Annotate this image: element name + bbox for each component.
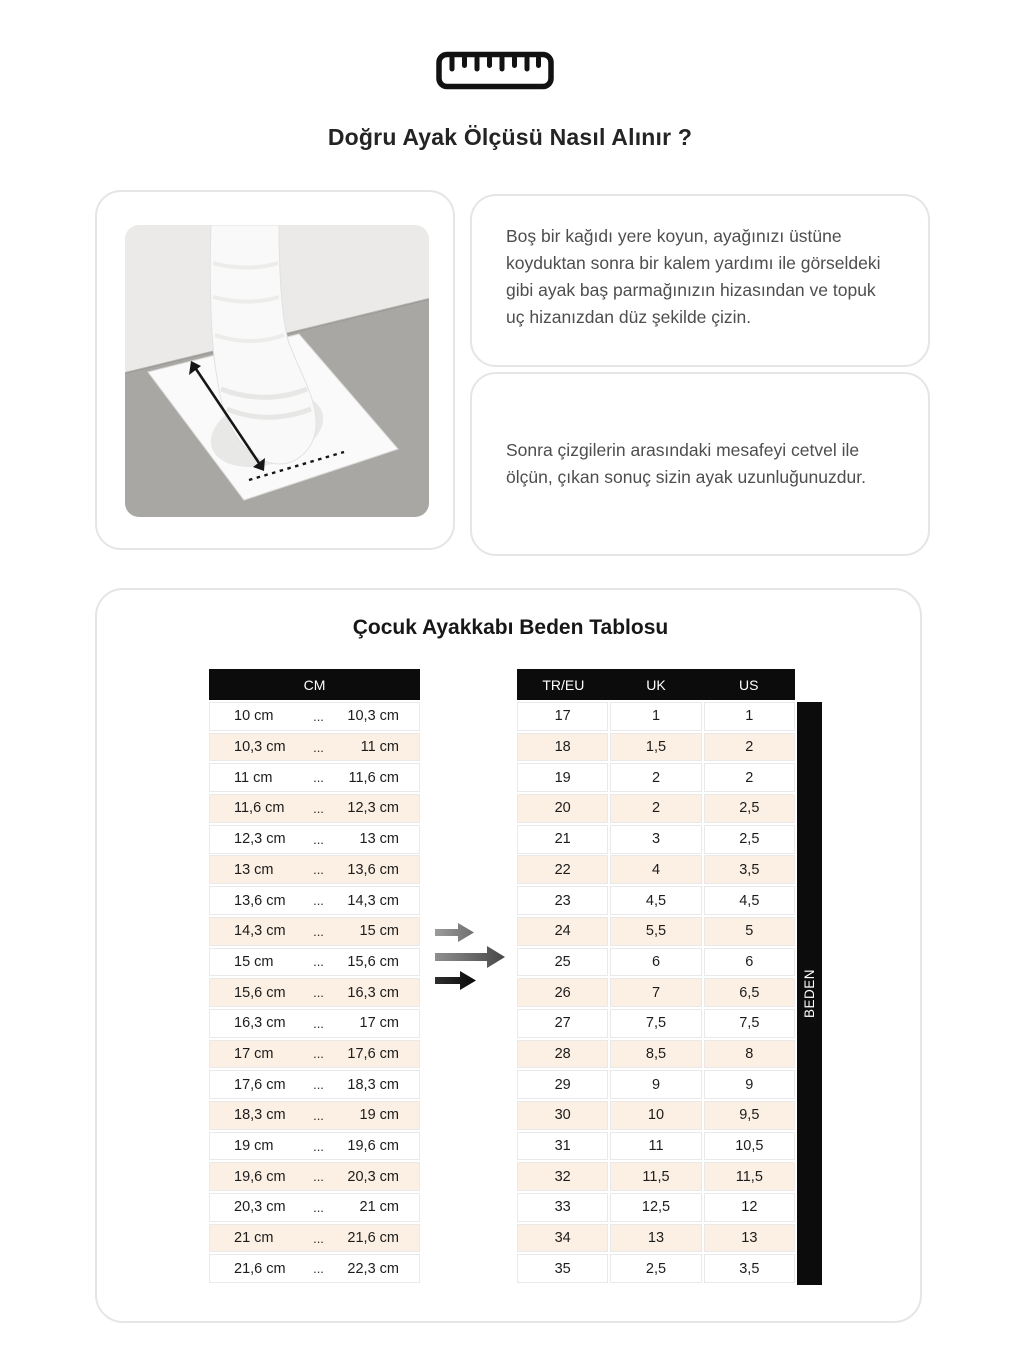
cm-from-value: 13 cm xyxy=(234,861,274,878)
size-treu-value: 27 xyxy=(517,1009,608,1038)
cm-table-row xyxy=(209,825,420,854)
cm-range-separator: ... xyxy=(313,831,324,847)
cm-range-separator: ... xyxy=(313,1199,324,1215)
size-us-value: 6,5 xyxy=(704,978,795,1007)
size-treu-value: 30 xyxy=(517,1101,608,1130)
cm-table-row xyxy=(209,733,420,762)
cm-range-separator: ... xyxy=(313,893,324,909)
size-us-value: 3,5 xyxy=(704,855,795,884)
cm-range-separator: ... xyxy=(313,862,324,878)
size-us-value: 10,5 xyxy=(704,1132,795,1161)
size-us-value: 12 xyxy=(704,1193,795,1222)
size-uk-value: 4 xyxy=(610,855,701,884)
cm-to-value: 19 cm xyxy=(359,1107,399,1124)
size-treu-value: 23 xyxy=(517,886,608,915)
cm-table-row xyxy=(209,1193,420,1222)
cm-range-separator: ... xyxy=(313,954,324,970)
cm-range-separator: ... xyxy=(313,1138,324,1154)
page-title: Doğru Ayak Ölçüsü Nasıl Alınır ? xyxy=(327,124,693,150)
international-size-table xyxy=(517,669,795,1285)
size-chart-title: Çocuk Ayakkabı Beden Tablosu xyxy=(352,616,669,639)
instruction-card-1 xyxy=(470,194,930,367)
cm-range-separator: ... xyxy=(313,1169,324,1185)
ruler-icon xyxy=(435,50,555,92)
cm-from-value: 21,6 cm xyxy=(234,1260,286,1277)
size-table-row xyxy=(517,855,795,884)
cm-range-separator: ... xyxy=(313,770,324,786)
size-table-header-uk: UK xyxy=(646,676,666,693)
cm-table-row xyxy=(209,1132,420,1161)
size-uk-value: 8,5 xyxy=(610,1040,701,1069)
cm-to-value: 17 cm xyxy=(359,1015,399,1032)
size-us-value: 13 xyxy=(704,1224,795,1253)
size-us-value: 2,5 xyxy=(704,825,795,854)
cm-table-row xyxy=(209,978,420,1007)
cm-table-row xyxy=(209,763,420,792)
cm-from-value: 11,6 cm xyxy=(234,800,285,817)
cm-table-header: CM xyxy=(209,669,420,700)
size-table-header xyxy=(517,669,795,700)
size-us-value: 11,5 xyxy=(704,1162,795,1191)
cm-table-row xyxy=(209,794,420,823)
cm-from-value: 10,3 cm xyxy=(234,739,286,756)
cm-range-separator: ... xyxy=(313,739,324,755)
size-treu-value: 18 xyxy=(517,733,608,762)
instruction-step-1: Boş bir kağıdı yere koyun, ayağınızı üstüne koyduktan sonra bir kalem yardımı ile görseldeki gibi ayak baş parmağınızın hizasından ve topuk uç hizanızdan düz şekilde çizin. xyxy=(506,226,881,327)
cm-range-separator: ... xyxy=(313,1230,324,1246)
cm-range-separator: ... xyxy=(313,985,324,1001)
size-us-value: 9 xyxy=(704,1070,795,1099)
size-treu-value: 31 xyxy=(517,1132,608,1161)
size-treu-value: 33 xyxy=(517,1193,608,1222)
size-us-value: 7,5 xyxy=(704,1009,795,1038)
cm-table-row xyxy=(209,855,420,884)
conversion-arrows-icon xyxy=(435,920,510,992)
size-table-row xyxy=(517,1101,795,1130)
foot-measure-photo xyxy=(125,225,429,517)
cm-to-value: 15,6 cm xyxy=(347,953,399,970)
cm-from-value: 15 cm xyxy=(234,953,274,970)
cm-from-value: 16,3 cm xyxy=(234,1015,286,1032)
instruction-step-2: Sonra çizgilerin arasındaki mesafeyi cetvel ile ölçün, çıkan sonuç sizin ayak uzunluğunuzdur. xyxy=(506,440,866,487)
cm-to-value: 15 cm xyxy=(359,923,399,940)
beden-vertical-band xyxy=(797,702,822,1285)
size-uk-value: 1,5 xyxy=(610,733,701,762)
beden-label: BEDEN xyxy=(802,968,817,1018)
size-table-row xyxy=(517,1070,795,1099)
cm-table-row xyxy=(209,702,420,731)
size-table-row xyxy=(517,1224,795,1253)
size-uk-value: 11 xyxy=(610,1132,701,1161)
size-us-value: 6 xyxy=(704,948,795,977)
size-us-value: 1 xyxy=(704,702,795,731)
size-us-value: 5 xyxy=(704,917,795,946)
cm-range-separator: ... xyxy=(313,1015,324,1031)
size-table-row xyxy=(517,1162,795,1191)
size-table-row xyxy=(517,702,795,731)
cm-to-value: 19,6 cm xyxy=(347,1138,399,1155)
cm-to-value: 18,3 cm xyxy=(347,1076,399,1093)
cm-range-separator: ... xyxy=(313,708,324,724)
size-treu-value: 29 xyxy=(517,1070,608,1099)
measuring-photo-card xyxy=(95,190,455,550)
size-uk-value: 4,5 xyxy=(610,886,701,915)
cm-table-row xyxy=(209,917,420,946)
cm-table-row xyxy=(209,1040,420,1069)
size-table-row xyxy=(517,886,795,915)
cm-range-separator: ... xyxy=(313,1077,324,1093)
size-treu-value: 19 xyxy=(517,763,608,792)
cm-from-value: 17 cm xyxy=(234,1045,274,1062)
cm-to-value: 13,6 cm xyxy=(347,861,399,878)
size-us-value: 8 xyxy=(704,1040,795,1069)
cm-table-row xyxy=(209,1070,420,1099)
size-uk-value: 12,5 xyxy=(610,1193,701,1222)
size-table-row xyxy=(517,1193,795,1222)
cm-from-value: 14,3 cm xyxy=(234,923,286,940)
cm-to-value: 11 cm xyxy=(360,739,399,756)
cm-range-separator: ... xyxy=(313,800,324,816)
size-chart-card xyxy=(95,588,922,1323)
size-us-value: 2 xyxy=(704,763,795,792)
size-treu-value: 21 xyxy=(517,825,608,854)
size-treu-value: 34 xyxy=(517,1224,608,1253)
size-us-value: 2 xyxy=(704,733,795,762)
cm-from-value: 17,6 cm xyxy=(234,1076,286,1093)
size-table-row xyxy=(517,978,795,1007)
cm-to-value: 10,3 cm xyxy=(347,708,399,725)
size-treu-value: 25 xyxy=(517,948,608,977)
cm-range-separator: ... xyxy=(313,1107,324,1123)
cm-table-row xyxy=(209,948,420,977)
cm-from-value: 11 cm xyxy=(234,769,273,786)
cm-to-value: 21,6 cm xyxy=(347,1230,399,1247)
size-table-row xyxy=(517,1009,795,1038)
cm-range-separator: ... xyxy=(313,923,324,939)
size-table-row xyxy=(517,1040,795,1069)
cm-to-value: 20,3 cm xyxy=(347,1168,399,1185)
instruction-card-2 xyxy=(470,372,930,556)
size-uk-value: 5,5 xyxy=(610,917,701,946)
size-us-value: 4,5 xyxy=(704,886,795,915)
size-uk-value: 2,5 xyxy=(610,1254,701,1283)
size-treu-value: 22 xyxy=(517,855,608,884)
size-uk-value: 2 xyxy=(610,794,701,823)
cm-range-separator: ... xyxy=(313,1046,324,1062)
cm-range-table xyxy=(209,669,420,1285)
cm-to-value: 14,3 cm xyxy=(347,892,399,909)
size-uk-value: 2 xyxy=(610,763,701,792)
size-table-rows xyxy=(517,702,795,1285)
cm-from-value: 15,6 cm xyxy=(234,984,286,1001)
size-uk-value: 6 xyxy=(610,948,701,977)
size-table-header-us: US xyxy=(738,676,759,693)
cm-from-value: 13,6 cm xyxy=(234,892,286,909)
cm-from-value: 20,3 cm xyxy=(234,1199,286,1216)
size-treu-value: 24 xyxy=(517,917,608,946)
size-table-row xyxy=(517,794,795,823)
size-uk-value: 9 xyxy=(610,1070,701,1099)
size-table-row xyxy=(517,917,795,946)
size-treu-value: 28 xyxy=(517,1040,608,1069)
cm-to-value: 16,3 cm xyxy=(347,984,399,1001)
cm-from-value: 19,6 cm xyxy=(234,1168,286,1185)
size-table-row xyxy=(517,825,795,854)
size-treu-value: 20 xyxy=(517,794,608,823)
size-treu-value: 32 xyxy=(517,1162,608,1191)
size-treu-value: 35 xyxy=(517,1254,608,1283)
size-treu-value: 17 xyxy=(517,702,608,731)
cm-table-rows xyxy=(209,702,420,1285)
size-table-row xyxy=(517,1132,795,1161)
cm-from-value: 18,3 cm xyxy=(234,1107,286,1124)
cm-table-row xyxy=(209,1162,420,1191)
cm-to-value: 11,6 cm xyxy=(348,769,399,786)
size-table-row xyxy=(517,733,795,762)
size-treu-value: 26 xyxy=(517,978,608,1007)
cm-from-value: 19 cm xyxy=(234,1138,274,1155)
size-uk-value: 10 xyxy=(610,1101,701,1130)
cm-range-separator: ... xyxy=(313,1261,324,1277)
cm-table-row xyxy=(209,1101,420,1130)
cm-from-value: 12,3 cm xyxy=(234,831,286,848)
cm-table-row xyxy=(209,1224,420,1253)
size-uk-value: 11,5 xyxy=(610,1162,701,1191)
size-table-header-treu: TR/EU xyxy=(542,676,585,693)
size-table-row xyxy=(517,1254,795,1283)
cm-to-value: 22,3 cm xyxy=(347,1260,399,1277)
size-us-value: 3,5 xyxy=(704,1254,795,1283)
cm-to-value: 21 cm xyxy=(359,1199,399,1216)
cm-from-value: 10 cm xyxy=(234,708,274,725)
size-table-row xyxy=(517,763,795,792)
cm-table-row xyxy=(209,1254,420,1283)
size-uk-value: 7 xyxy=(610,978,701,1007)
cm-table-row xyxy=(209,1009,420,1038)
cm-table-row xyxy=(209,886,420,915)
size-uk-value: 3 xyxy=(610,825,701,854)
cm-to-value: 13 cm xyxy=(359,831,399,848)
cm-to-value: 17,6 cm xyxy=(347,1045,399,1062)
size-table-row xyxy=(517,948,795,977)
size-uk-value: 1 xyxy=(610,702,701,731)
size-uk-value: 7,5 xyxy=(610,1009,701,1038)
size-us-value: 9,5 xyxy=(704,1101,795,1130)
size-uk-value: 13 xyxy=(610,1224,701,1253)
cm-to-value: 12,3 cm xyxy=(347,800,399,817)
cm-from-value: 21 cm xyxy=(234,1230,274,1247)
size-us-value: 2,5 xyxy=(704,794,795,823)
